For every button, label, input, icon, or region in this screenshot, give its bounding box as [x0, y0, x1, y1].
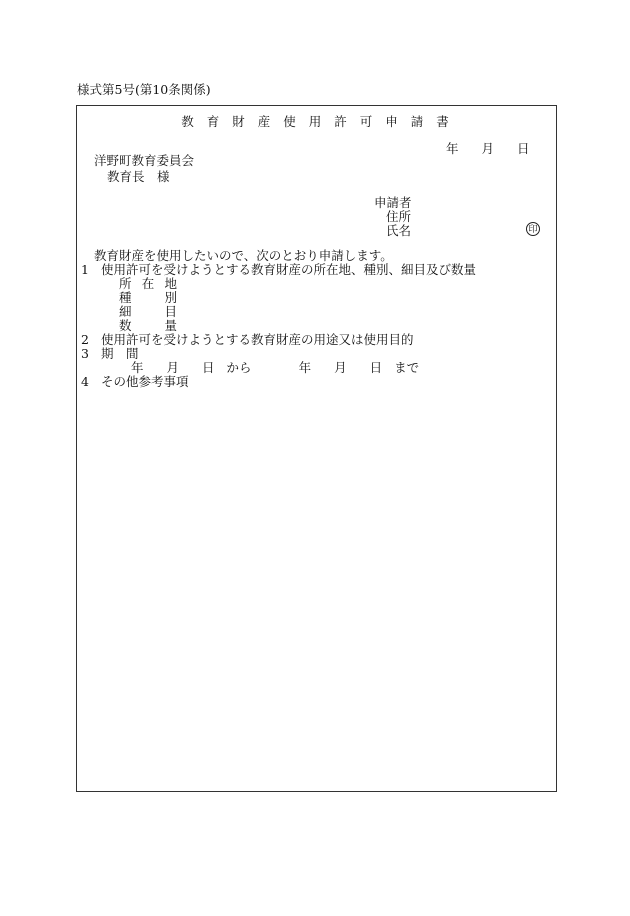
- period-to-month: 月: [334, 360, 347, 375]
- item-2: [81, 334, 413, 347]
- item-text: 使用許可を受けようとする教育財産の所在地、種別、細目及び数量: [100, 262, 476, 277]
- intro-text: 教育財産を使用したいので、次のとおり申請します。: [94, 248, 393, 263]
- seal-icon: 印: [526, 222, 540, 236]
- period-to-day: 日: [369, 360, 383, 375]
- item-text: 期 間: [100, 346, 139, 361]
- item1-detail: 細目: [119, 304, 177, 319]
- item-1: [81, 264, 476, 277]
- item-number: 1: [81, 262, 89, 277]
- item-4: [81, 376, 188, 389]
- form-number: 様式第5号(第10条関係): [77, 82, 211, 97]
- applicant-name-label: 氏名: [386, 223, 412, 238]
- date-month: 月: [481, 141, 495, 156]
- addressee-recipient: 教育長 様: [107, 169, 170, 184]
- item-number: 3: [81, 346, 89, 361]
- item-text: その他参考事項: [100, 374, 189, 389]
- date-year: 年: [446, 141, 459, 156]
- applicant-address-label: 住所: [386, 209, 412, 224]
- form-title: 教育財産使用許可申請書: [181, 114, 462, 129]
- item-number: 4: [81, 374, 89, 389]
- period-line: [131, 362, 419, 375]
- item1-location: 所在地: [119, 276, 177, 291]
- period-to-year: 年: [298, 360, 312, 375]
- item-text: 使用許可を受けようとする教育財産の用途又は使用目的: [100, 332, 414, 347]
- period-from: から: [226, 360, 252, 375]
- applicant-label: 申請者: [374, 195, 412, 210]
- item-3: [81, 348, 138, 361]
- addressee-organization: 洋野町教育委員会: [94, 153, 195, 168]
- date-line: [446, 143, 530, 156]
- item-number: 2: [81, 332, 89, 347]
- item1-quantity: 数量: [119, 318, 177, 333]
- period-from-month: 月: [166, 360, 180, 375]
- date-day: 日: [517, 141, 530, 156]
- period-from-year: 年: [131, 360, 144, 375]
- form-frame: [76, 105, 557, 792]
- period-from-day: 日: [202, 360, 215, 375]
- item1-type: 種別: [119, 290, 177, 305]
- period-to: まで: [394, 360, 420, 375]
